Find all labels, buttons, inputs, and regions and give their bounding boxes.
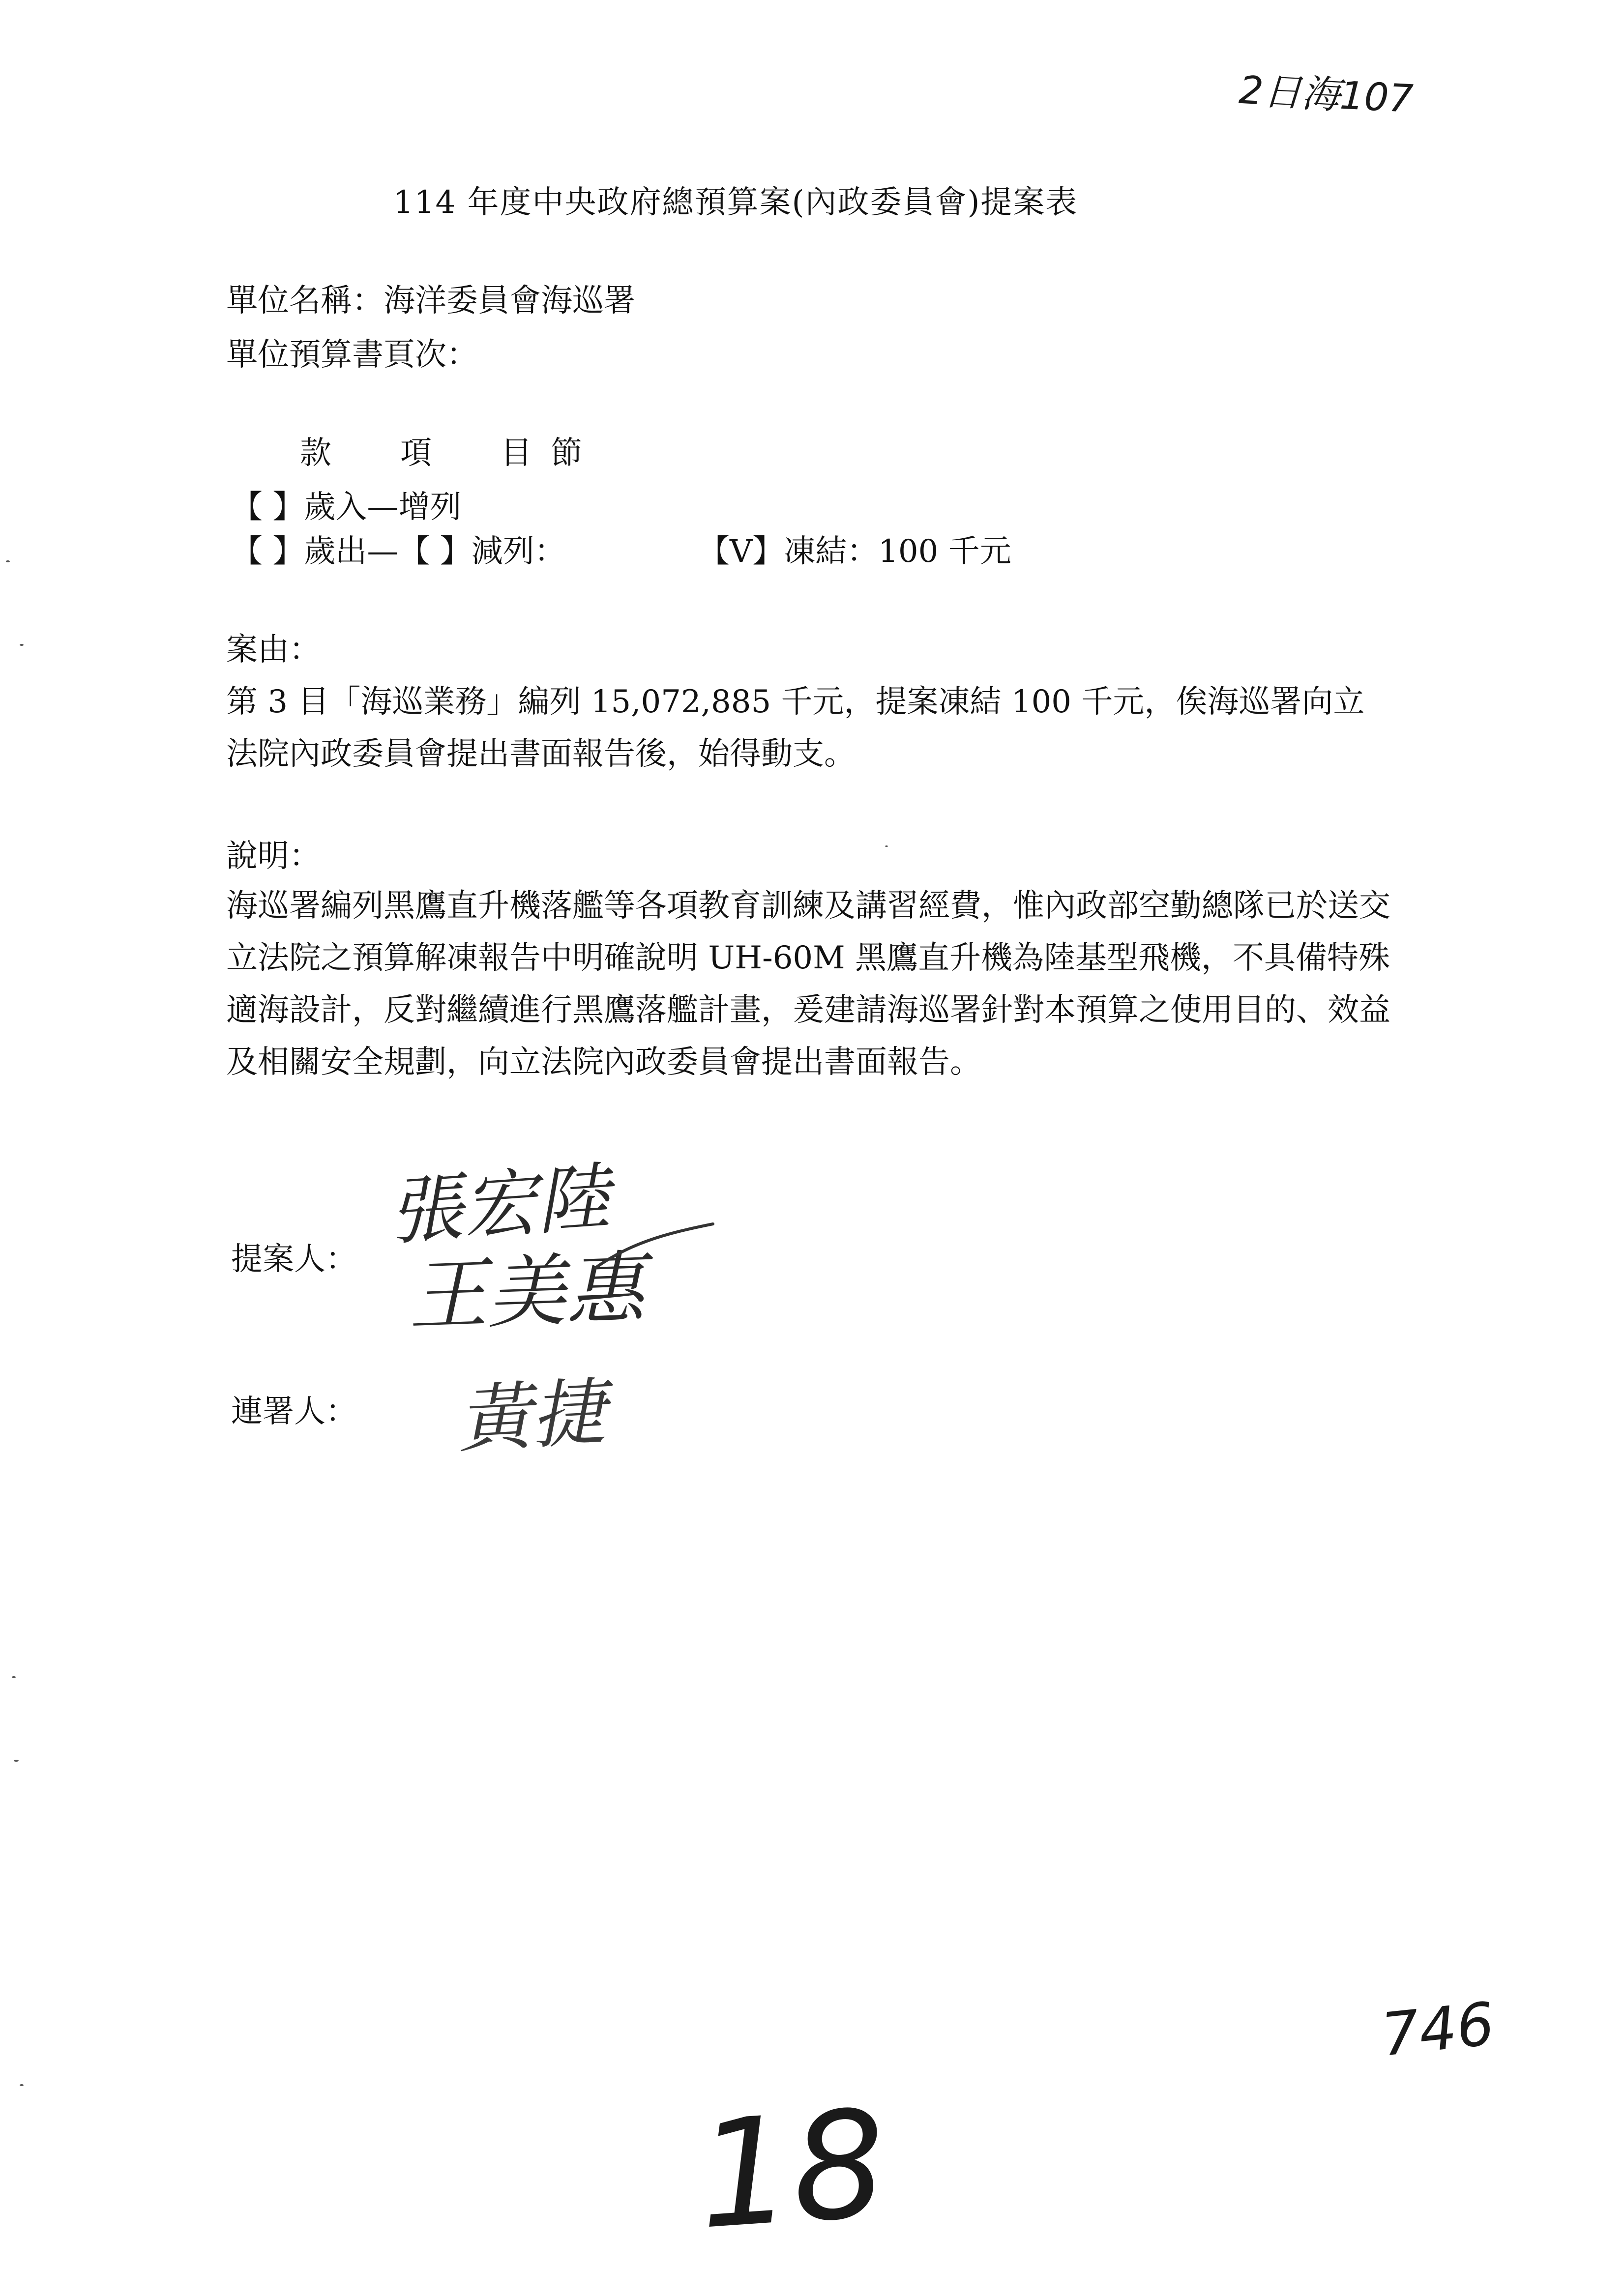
scan-speck	[12, 1676, 16, 1678]
expenditure-line-b: 【V】凍結：100 千元	[698, 533, 1011, 570]
proposer-signature-2: 王美惠	[407, 1242, 646, 1342]
scan-speck	[20, 644, 24, 646]
unit-name-value: 海洋委員會海巡署	[384, 283, 635, 319]
reason-label: 案由：	[226, 632, 321, 668]
proposer-label: 提案人：	[231, 1241, 357, 1278]
scan-speck	[6, 560, 10, 562]
expenditure-line-a: 【 】歲出—【 】減列：	[231, 533, 566, 570]
cosigner-signature-1: 黃捷	[455, 1370, 608, 1463]
explanation-text: 海巡署編列黑鷹直升機落艦等各項教育訓練及講習經費，惟內政部空勤總隊已於送交立法院之預算解凍報告中明確說明 UH-60M 黑鷹直升機為陸基型飛機，不具備特殊適海設計，反對繼續進行黑鷹落艦計畫，爰建請海巡署針對本預算之使用目的、效益及相關安全規劃，向立法院內政委員會提出書面報告。	[226, 888, 1390, 1080]
proposer-signature-1: 張宏陸	[386, 1155, 613, 1256]
page-title: 114 年度中央政府總預算案(內政委員會)提案表	[393, 184, 1078, 221]
explanation-label: 說明：	[226, 838, 321, 874]
reason-text: 第 3 目「海巡業務」編列 15,072,885 千元，提案凍結 100 千元，俟海巡署向立法院內政委員會提出書面報告後，始得動支。	[226, 684, 1365, 772]
budget-page-label: 單位預算書頁次：	[226, 337, 478, 373]
handwritten-number-small: 746	[1378, 1990, 1498, 2070]
handwritten-number-large: 18	[692, 2078, 892, 2262]
unit-name-label: 單位名稱：	[226, 283, 384, 319]
revenue-line: 【 】歲入—增列	[231, 489, 462, 525]
scan-speck	[14, 1760, 19, 1762]
signature-flourish	[590, 1214, 718, 1288]
scan-speck	[885, 845, 888, 847]
scan-speck	[20, 2084, 24, 2086]
cosigner-label: 連署人：	[231, 1394, 357, 1430]
corner-note: 2日海107	[1238, 68, 1415, 122]
item-header: 款 項 目節	[300, 435, 601, 471]
